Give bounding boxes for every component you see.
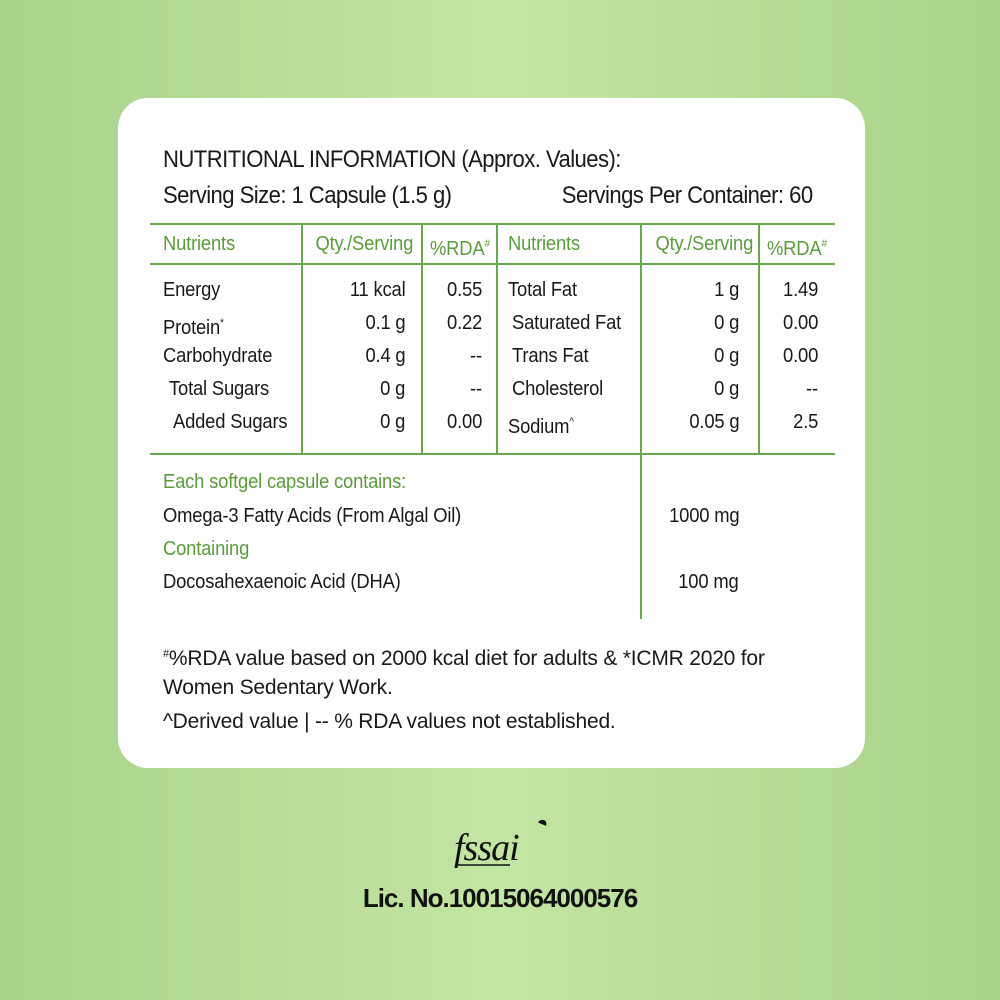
col-divider-5 — [758, 224, 760, 264]
nutrient-qty: 0 g — [713, 378, 739, 400]
nutrient-name: Cholesterol — [512, 378, 604, 400]
nutrient-rda: 0.55 — [446, 279, 482, 301]
nutrient-qty: 0 g — [379, 378, 405, 400]
capsule-heading: Each softgel capsule contains: — [163, 471, 407, 493]
header-nutrients-left: Nutrients — [163, 233, 235, 255]
capsule-divider — [640, 454, 642, 619]
col-divider-1 — [301, 224, 303, 454]
col-divider-5b — [758, 264, 760, 454]
dha-label: Docosahexaenoic Acid (DHA) — [163, 571, 401, 593]
nutrient-rda: -- — [470, 345, 482, 367]
header-rda-right: %RDA# — [767, 238, 827, 260]
nutrient-qty: 0.1 g — [364, 312, 405, 334]
nutrient-name: Trans Fat — [512, 345, 589, 367]
col-divider-3 — [496, 224, 498, 454]
header-qty-left: Qty./Serving — [315, 233, 413, 255]
nutrient-qty: 1 g — [713, 279, 739, 301]
omega-label: Omega-3 Fatty Acids (From Algal Oil) — [163, 505, 462, 527]
nutrient-name: Saturated Fat — [512, 312, 622, 334]
footnote-line-3: ^Derived value | -- % RDA values not established. — [163, 710, 616, 733]
header-nutrients-right: Nutrients — [508, 233, 580, 255]
nutrient-qty: 0 g — [713, 345, 739, 367]
nutrient-qty: 0.4 g — [364, 345, 405, 367]
license-number: Lic. No.10015064000576 — [362, 883, 638, 913]
header-rda-left: %RDA# — [430, 238, 490, 260]
nutrient-rda: 0.00 — [782, 312, 818, 334]
nutrient-rda: 0.22 — [446, 312, 482, 334]
svg-text:fssai: fssai — [454, 827, 519, 869]
omega-value: 1000 mg — [668, 505, 739, 527]
nutrient-rda: 0.00 — [782, 345, 818, 367]
nutrient-name: Energy — [163, 279, 221, 301]
nutrient-qty: 11 kcal — [349, 279, 405, 301]
nutrient-name: Sodium^ — [508, 416, 574, 438]
nutrient-rda: 0.00 — [446, 411, 482, 433]
nutrient-name: Total Fat — [508, 279, 577, 301]
nutrient-rda: 2.5 — [792, 411, 818, 433]
nutrient-name: Total Sugars — [169, 378, 270, 400]
footnote-line-2: Women Sedentary Work. — [163, 676, 393, 699]
nutrient-name: Added Sugars — [173, 411, 288, 433]
col-divider-2 — [421, 224, 423, 454]
col-divider-4 — [640, 224, 642, 454]
nutrient-rda: -- — [470, 378, 482, 400]
nutrient-name: Carbohydrate — [163, 345, 273, 367]
nutrient-rda: -- — [806, 378, 818, 400]
dha-value: 100 mg — [678, 571, 739, 593]
nutrient-qty: 0 g — [379, 411, 405, 433]
header-qty-right: Qty./Serving — [655, 233, 753, 255]
table-header-line — [150, 263, 835, 265]
containing-label: Containing — [163, 538, 250, 560]
nutrition-title: NUTRITIONAL INFORMATION (Approx. Values): — [163, 146, 621, 173]
nutrient-name: Protein* — [163, 317, 224, 339]
nutrient-qty: 0.05 g — [688, 411, 739, 433]
table-bottom-line — [150, 453, 835, 455]
serving-size: Serving Size: 1 Capsule (1.5 g) — [163, 182, 452, 209]
fssai-logo — [452, 818, 552, 870]
footnote-line-1: #%RDA value based on 2000 kcal diet for adults & *ICMR 2020 for — [163, 647, 765, 670]
servings-per-container: Servings Per Container: 60 — [562, 182, 813, 209]
nutrition-card — [118, 98, 865, 768]
table-top-line — [150, 223, 835, 225]
nutrient-qty: 0 g — [713, 312, 739, 334]
fssai-logo-graphic — [452, 818, 552, 870]
nutrient-rda: 1.49 — [782, 279, 818, 301]
